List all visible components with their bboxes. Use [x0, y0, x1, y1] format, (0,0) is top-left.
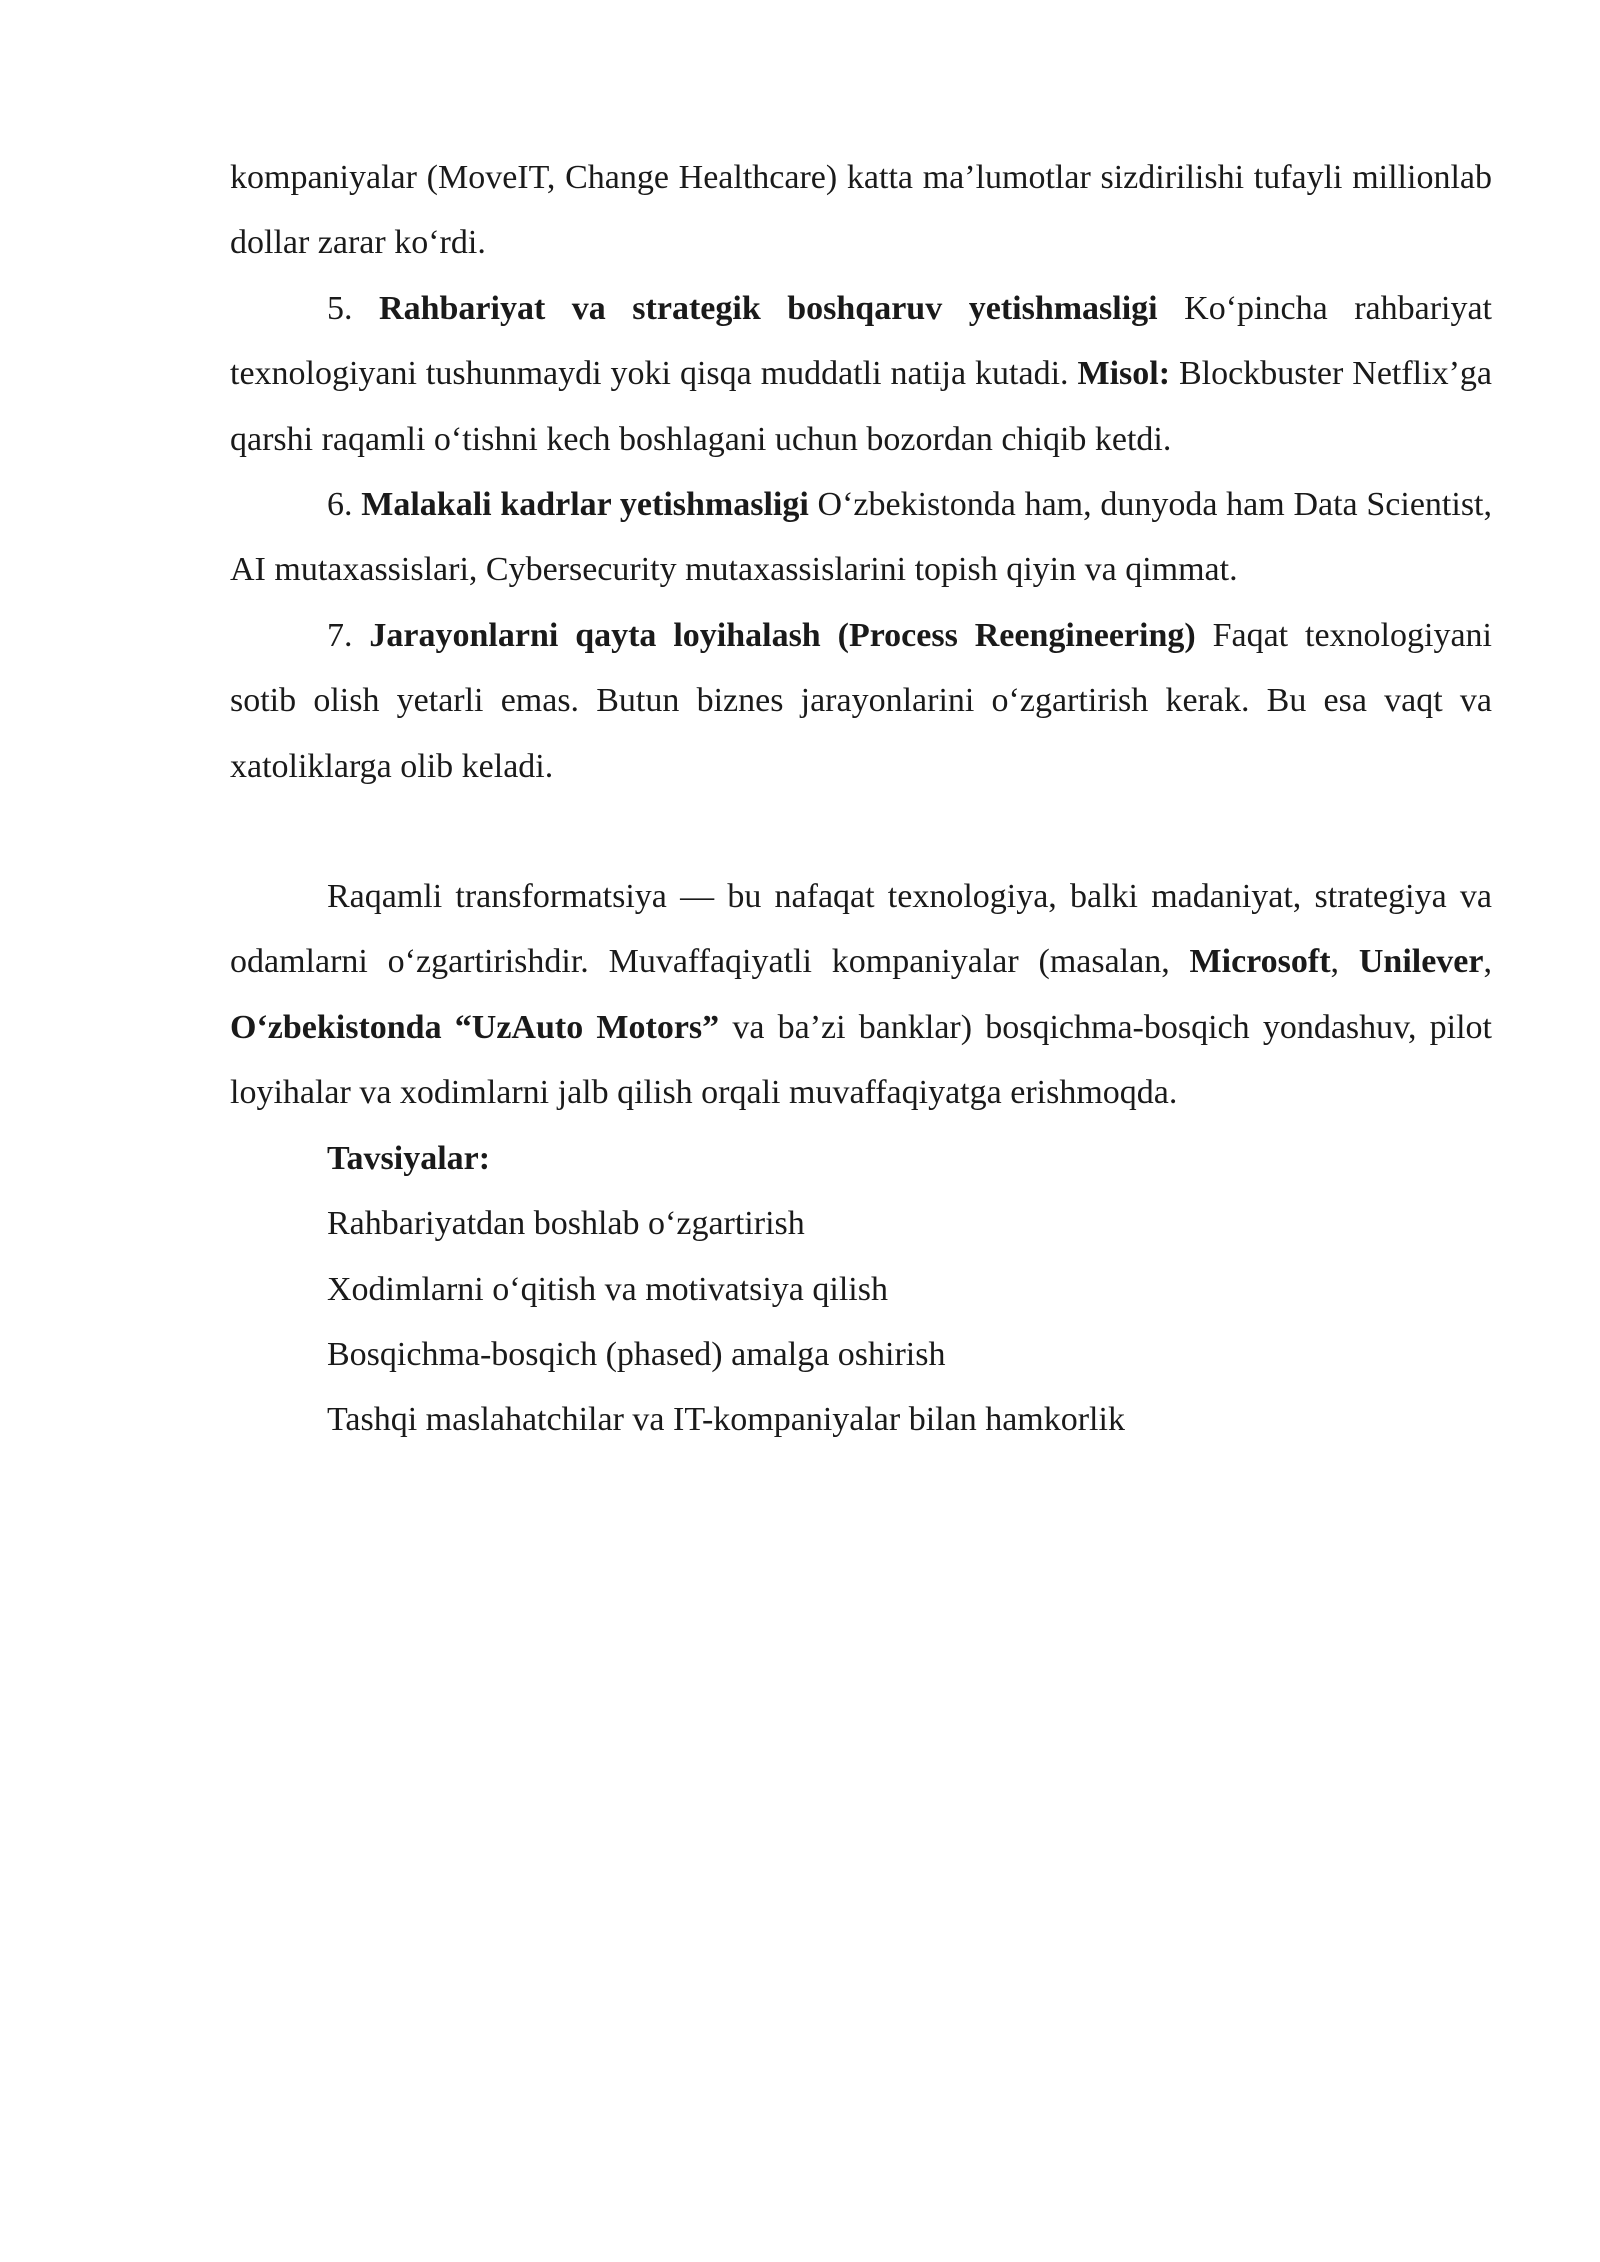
- conclusion-text: va ba’zi banklar) bosqichma-bosqich yondashuv, pilot loyihalar va xodimlarni jalb qilish orqali muvaffaqiyatga erishmoqda.: [230, 1008, 1492, 1112]
- item-number: 5.: [327, 289, 380, 327]
- item-number: 7.: [327, 616, 370, 654]
- separator: ,: [1483, 943, 1492, 981]
- item-title: Rahbariyat va strategik boshqaruv yetishmasligi: [379, 289, 1158, 327]
- paragraph-item-5: [230, 276, 1492, 472]
- item-text: Faqat texnologiyani sotib olish yetarli emas. Butun biznes jarayonlarini o‘zgartirish kerak. Bu esa vaqt va xatoliklarga olib keladi.: [230, 616, 1492, 785]
- paragraph-spacer: [230, 799, 1492, 864]
- conclusion-text: Raqamli transformatsiya — bu nafaqat texnologiya, balki madaniyat, strategiya va odamlarni o‘zgartirishdir. Muvaffaqiyatli kompaniyalar (masalan,: [230, 878, 1492, 981]
- recommendation-item: Rahbariyatdan boshlab o‘zgartirish: [327, 1205, 805, 1243]
- paragraph-conclusion: [230, 864, 1492, 1126]
- paragraph-item-7: [230, 603, 1492, 799]
- recommendation-item: Tashqi maslahatchilar va IT-kompaniyalar bilan hamkorlik: [327, 1401, 1125, 1439]
- item-text: Blockbuster Netflix’ga qarshi raqamli o‘tishni kech boshlagani uchun bozordan chiqib ketdi.: [230, 355, 1492, 458]
- paragraph-continuation: kompaniyalar (MoveIT, Change Healthcare) katta ma’lumotlar sizdirilishi tufayli millionlab dollar zarar ko‘rdi.: [230, 159, 1492, 262]
- recommendations-heading: [230, 1126, 1492, 1191]
- recommendation-item: Bosqichma-bosqich (phased) amalga oshirish: [327, 1335, 946, 1373]
- company-name: Microsoft: [1189, 943, 1331, 981]
- item-text: O‘zbekistonda ham, dunyoda ham Data Scientist, AI mutaxassislari, Cybersecurity mutaxassislarini topish qiyin va qimmat.: [230, 486, 1492, 589]
- item-title: Malakali kadrlar yetishmasligi: [361, 486, 809, 524]
- company-name: Unilever: [1358, 943, 1484, 981]
- document-page: [230, 145, 1492, 1453]
- separator: ,: [1330, 943, 1359, 981]
- item-number: 6.: [327, 486, 362, 524]
- paragraph-item-6: [230, 472, 1492, 603]
- company-name: O‘zbekistonda “UzAuto Motors”: [230, 1008, 720, 1046]
- recommendations-heading-text: Tavsiyalar:: [327, 1139, 491, 1177]
- example-label: Misol:: [1077, 355, 1171, 393]
- item-text: Ko‘pincha rahbariyat texnologiyani tushunmaydi yoki qisqa muddatli natija kutadi.: [230, 289, 1493, 393]
- recommendation-item: Xodimlarni o‘qitish va motivatsiya qilish: [327, 1270, 888, 1308]
- item-title: Jarayonlarni qayta loyihalash (Process Reengineering): [369, 616, 1196, 654]
